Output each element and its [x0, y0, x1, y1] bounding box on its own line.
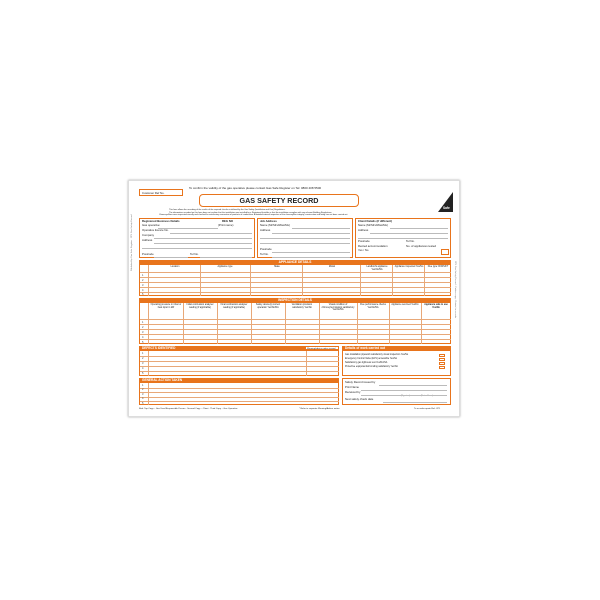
col-chimney-condition: Visual condition of chimney/termination satisfactory Yes/No/NA [321, 304, 355, 312]
check-ecv: Emergency Control Valve (ECV) accessible Yes/No [345, 358, 398, 360]
col-initial-reading: Initial combustion analyser reading (if applicable) [186, 304, 214, 309]
col-appliance-type: Appliance type [217, 266, 233, 268]
inspection-row-1: 1 [142, 320, 144, 324]
defect-row-2: 2 [142, 357, 144, 360]
verify-text: To confirm the validity of the gas operative please contact Gas Safe Register on Tel: 0800 408 5500 [189, 186, 322, 190]
col-safety-device: Safety device(s) correct operation Yes/No/NA [255, 304, 281, 309]
customer-ref-box[interactable] [139, 189, 183, 196]
details-work-heading: Details of work carried out [342, 346, 451, 350]
info-line-3: Chimneys/flues were inspected visually and checked for satisfactory evacuation of products of combustion. A detailed internal inspection of the chimney/flue integrity, construction and lining has not been carried out. [159, 214, 348, 216]
appliance-row-5: 5 [142, 293, 144, 296]
col-inspected: Appliance inspected Yes/No [394, 266, 424, 268]
check-bonding-box[interactable] [439, 366, 445, 369]
col-safe-to-use: Appliance safe to use Yes/No [424, 304, 448, 309]
client-address-label: Address [358, 228, 369, 232]
action-row-3: 3 [142, 392, 144, 396]
job-name-label: Name (Mr/Mrs/Miss/Ms) [260, 223, 290, 227]
col-pressure: Operating pressure in mbar or heat input in kW [150, 304, 182, 309]
info-line-1: This form allows the recording of the results of the required checks as defined by the Gas Safety (Installation and Use) Regulations. [169, 209, 286, 211]
col-make: Make [274, 266, 280, 268]
appliance-details-heading: APPLIANCE DETAILS [139, 260, 451, 264]
tel-label: Tel No. [190, 252, 199, 256]
action-row-5: 5 [142, 401, 144, 405]
action-row-1: 1 [142, 383, 144, 387]
defect-row-3: 3 [142, 362, 144, 365]
check-pipework-box[interactable] [439, 354, 445, 357]
inspection-row-4: 4 [142, 335, 144, 339]
next-check-label: Next safety check date [345, 397, 374, 401]
check-bonding: Protective equipotential bonding satisfactory Yes/No [345, 366, 398, 368]
action-row-2: 2 [142, 388, 144, 391]
gas-operative-label: Gas operative: [142, 223, 161, 227]
rented-yes-no: Yes / No [358, 248, 369, 252]
col-flue-type: Flue type OF/RS/FT [427, 266, 449, 268]
client-details-box [355, 218, 451, 258]
action-taken-table [139, 382, 339, 405]
appliance-row-1: 1 [142, 273, 144, 277]
defect-row-4: 4 [142, 367, 144, 370]
print-name-signoff-label: Print Name [345, 385, 359, 389]
signoff-box [342, 378, 451, 405]
col-ventilation: Ventilation provision satisfactory Yes/No [291, 304, 313, 309]
gas-safety-record-form [128, 180, 460, 417]
postcode-label: Postcode [142, 252, 154, 256]
reg-no-label: REG NO [222, 219, 234, 223]
job-postcode-label: Postcode [260, 247, 272, 251]
appliance-row-2: 2 [142, 278, 144, 282]
warning-notice-label: Warning/advice notice issued [307, 347, 336, 350]
col-location: Location [170, 266, 180, 268]
client-heading: Client Details (if different) [358, 219, 393, 223]
job-heading: Job Address [260, 219, 277, 223]
licence-label: Operative licence No. [142, 228, 169, 232]
check-pipework: Gas installation pipework satisfactory visual inspection Yes/No [345, 354, 409, 356]
check-tightness: Satisfactory gas tightness test Yes/No/NA [345, 362, 388, 364]
info-line-2: The information recorded on this form does not confirm that the installation was installed by a Registered Installer or that the installation complies with any relevant Building Regulations. [169, 211, 332, 214]
defects-heading: DEFECTS IDENTIFIED [139, 346, 305, 350]
client-tel-label: Tel No. [406, 239, 415, 243]
company-label: Company [142, 233, 154, 237]
no-appliances-label: No. of appliances tested [406, 244, 437, 248]
client-name-label: Name (Mr/Mrs/Miss/Ms) [358, 223, 388, 227]
address-label: Address [142, 238, 153, 242]
inspection-details-heading: INSPECTION DETAILS [139, 298, 451, 302]
col-model: Model [328, 266, 336, 268]
inspection-row-5: 5 [142, 340, 144, 344]
job-address-label: Address [260, 228, 271, 232]
inspection-row-2: 2 [142, 325, 144, 329]
appliance-row-3: 3 [142, 283, 144, 287]
received-by-label: Received by [345, 390, 361, 394]
rented-label: Rented accommodation [358, 244, 388, 248]
business-heading: Registered Business Details [142, 219, 180, 223]
footer-copies: Red: Top Copy – Gas User/Responsible Person · Second Copy – Client · Third Copy – Gas Operative [139, 408, 238, 410]
page-title: GAS SAFETY RECORD [199, 194, 359, 207]
gas-safe-logo-text: Safe [443, 206, 450, 210]
right-margin-text: CP1 Gas Safety Record · Carbon copy · Retain for records [454, 261, 456, 319]
customer-ref-label: Customer Ref No. [142, 190, 165, 195]
business-details-box [139, 218, 255, 258]
issued-by-label: Safety Record issued by [345, 380, 376, 384]
col-final-reading: Final combustion analyser reading (if applicable) [220, 304, 248, 309]
appliance-table [139, 264, 451, 296]
date-of-issue-note: (Date of Issue) [421, 394, 433, 397]
client-postcode-label: Postcode [358, 239, 370, 243]
details-work-box [342, 350, 451, 376]
check-tightness-box[interactable] [439, 362, 445, 365]
defect-row-1: 1 [142, 352, 144, 355]
footer-note: * Refer to separate Warning/Advice notice [299, 408, 340, 410]
print-name-label: (Print name) [218, 223, 234, 227]
footer-reorder: To re-order quote Ref: CP1 [414, 408, 441, 410]
action-taken-heading: GENERAL ACTION TAKEN [139, 378, 339, 382]
check-ecv-box[interactable] [439, 358, 445, 361]
signature-note: (Signature) [401, 394, 410, 397]
job-address-box [257, 218, 353, 258]
action-row-4: 4 [142, 397, 144, 400]
defect-row-5: 5 [142, 372, 144, 375]
col-flue-performance: Flue performance checks Yes/No/NA [360, 304, 386, 309]
inspection-row-3: 3 [142, 330, 144, 334]
col-serviced: Appliance serviced Yes/No [391, 304, 419, 306]
job-tel-label: Tel No. [260, 252, 269, 256]
appliance-row-4: 4 [142, 288, 144, 292]
inspection-table [139, 302, 451, 344]
left-margin-text: Published by Gas Safe Register · CP1 Gas Safety Record [131, 214, 133, 271]
no-appliances-box[interactable] [441, 249, 449, 255]
col-landlord: Landlord's appliance Yes/No/NA [366, 266, 388, 271]
